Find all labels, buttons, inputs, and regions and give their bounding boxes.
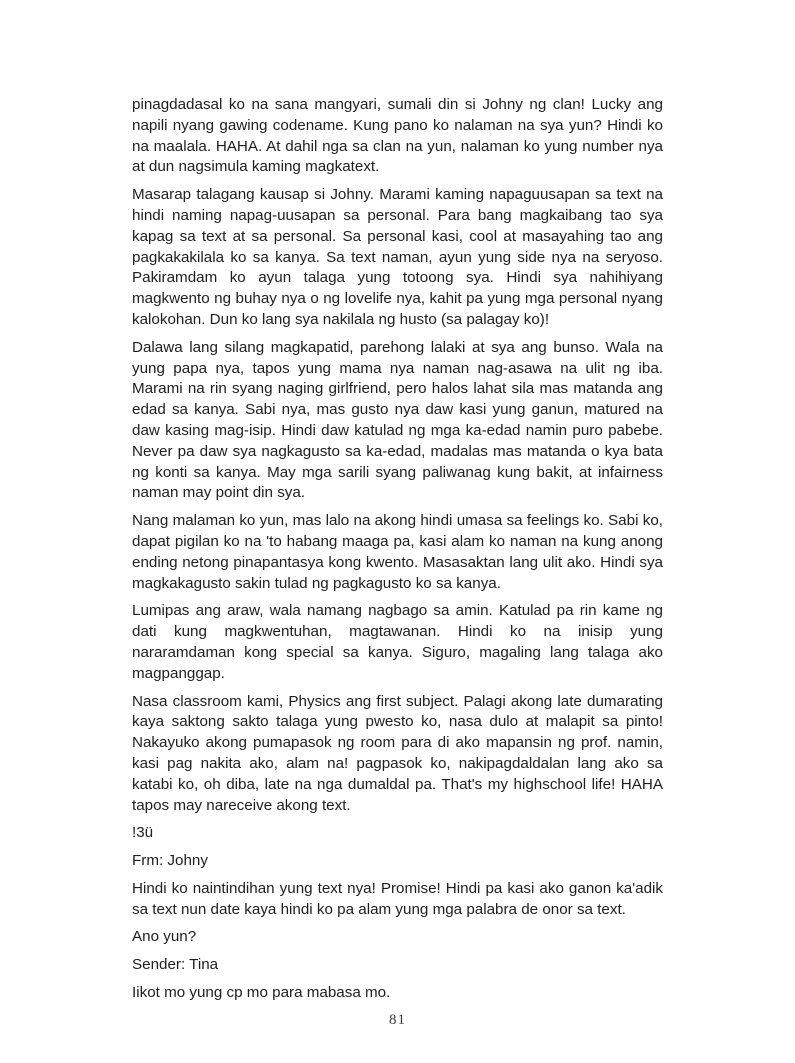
paragraph: Nasa classroom kami, Physics ang first subject. Palagi akong late dumarating kaya saktong sakto talaga yung pwesto ko, nasa dulo at malapit sa pinto! Nakayuko akong pumapasok ng room para di ako mapansin ng prof. namin, kasi pag nakita ako, alam na! pagpasok ko, nakipagdaldalan lang ako sa katabi ko, oh diba, late na nga dumaldal pa. That's my highschool life! HAHA tapos may nareceive akong text. bbox=[132, 692, 663, 814]
page-number: 81 bbox=[389, 1012, 406, 1028]
paragraph: Sender: Tina bbox=[132, 956, 219, 974]
paragraph: Dalawa lang silang magkapatid, parehong lalaki at sya ang bunso. Wala na yung papa nya, tapos yung mama nya naman nag-asawa na ulit ng iba. Marami na rin syang naging girlfriend, pero halos lahat sila mas matanda ang edad sa kanya. Sabi nya, mas gusto nya daw kasi yung ganun, matured na daw kasing mag-isip. Hindi daw katulad ng mga ka-edad namin puro pabebe. Never pa daw sya nagkagusto sa ka-edad, madalas mas matanda o kya bata ng konti sa kanya. May mga sarili syang paliwanag kung bakit, at infairness naman may point din sya. bbox=[132, 338, 663, 502]
paragraph: Frm: Johny bbox=[132, 852, 208, 870]
paragraph: Nang malaman ko yun, mas lalo na akong hindi umasa sa feelings ko. Sabi ko, dapat pigilan ko na 'to habang maaga pa, kasi alam ko naman na kung anong ending netong pinapantasya kong kwento. Masasaktan lang ulit ako. Hindi sya magkakagusto sakin tulad ng pagkagusto ko sa kanya. bbox=[132, 512, 663, 592]
paragraph: !3ü bbox=[132, 824, 154, 842]
paragraph: pinagdadasal ko na sana mangyari, sumali din si Johny ng clan! Lucky ang napili nyang gawing codename. Kung pano ko nalaman na sya yun? Hindi ko na maalala. HAHA. At dahil nga sa clan na yun, nalaman ko yung number nya at dun nagsimula kaming magkatext. bbox=[132, 96, 663, 176]
paragraph: Lumipas ang araw, wala namang nagbago sa amin. Katulad pa rin kame ng dati kung magkwentuhan, magtawanan. Hindi ko na inisip yung nararamdaman kong special sa kanya. Siguro, magaling lang talaga ako magpanggap. bbox=[132, 602, 663, 682]
paragraph: Masarap talagang kausap si Johny. Marami kaming napaguusapan sa text na hindi naming napag-uusapan sa personal. Para bang magkaibang tao sya kapag sa text at sa personal. Sa personal kasi, cool at masayahing tao ang pagkakakilala ko sa kanya. Sa text naman, ayun yung side nya na seryoso. Pakiramdam ko ayun talaga yung totoong sya. Hindi sya nahihiyang magkwento ng buhay nya o ng lovelife nya, kahit pa yung mga personal nyang kalokohan. Dun ko lang sya nakilala ng husto (sa palagay ko)! bbox=[132, 186, 663, 328]
paragraph: Hindi ko naintindihan yung text nya! Promise! Hindi pa kasi ako ganon ka'adik sa text nun date kaya hindi ko pa alam yung mga palabra de onor sa text. bbox=[132, 879, 663, 918]
paragraph: Iikot mo yung cp mo para mabasa mo. bbox=[132, 984, 391, 1002]
paragraph: Ano yun? bbox=[132, 928, 197, 946]
document-body bbox=[132, 95, 663, 1011]
